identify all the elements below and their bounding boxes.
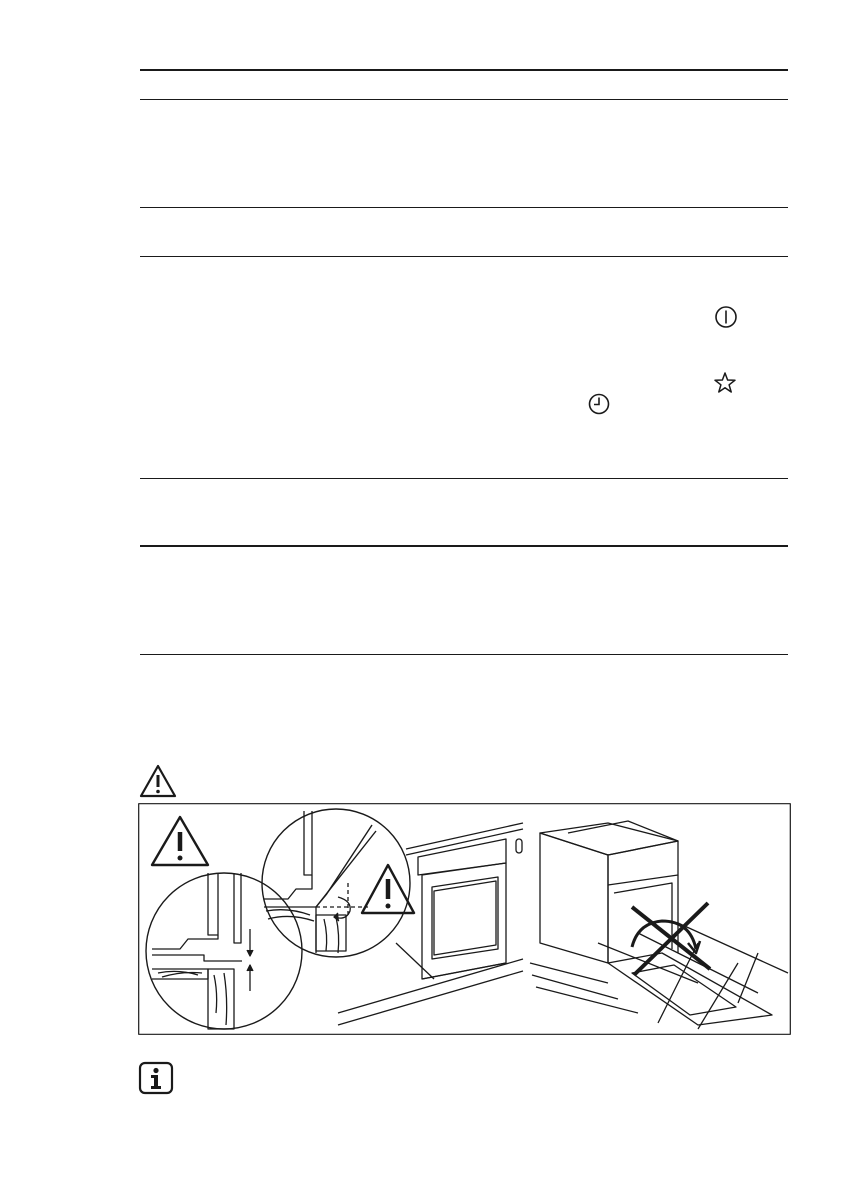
oven-door-open-warning [530,821,788,1029]
clock-icon [587,392,611,416]
table-row-5 [140,547,788,654]
table-top-rule [140,69,788,71]
warning-triangle-icon [138,763,178,799]
table-end-rule [140,654,788,655]
star-icon [713,371,737,395]
detail-circle-middle [262,809,434,979]
information-icon [138,1061,174,1095]
warning-triangle-icon [152,817,208,865]
table-row-3 [140,257,788,478]
installation-illustration [138,803,791,1035]
table-row-1 [140,100,788,207]
power-icon [714,305,738,329]
table-row-2 [140,208,788,256]
built-in-oven [338,823,523,1025]
table-row-4 [140,479,788,545]
detail-circle-left [146,873,302,1029]
